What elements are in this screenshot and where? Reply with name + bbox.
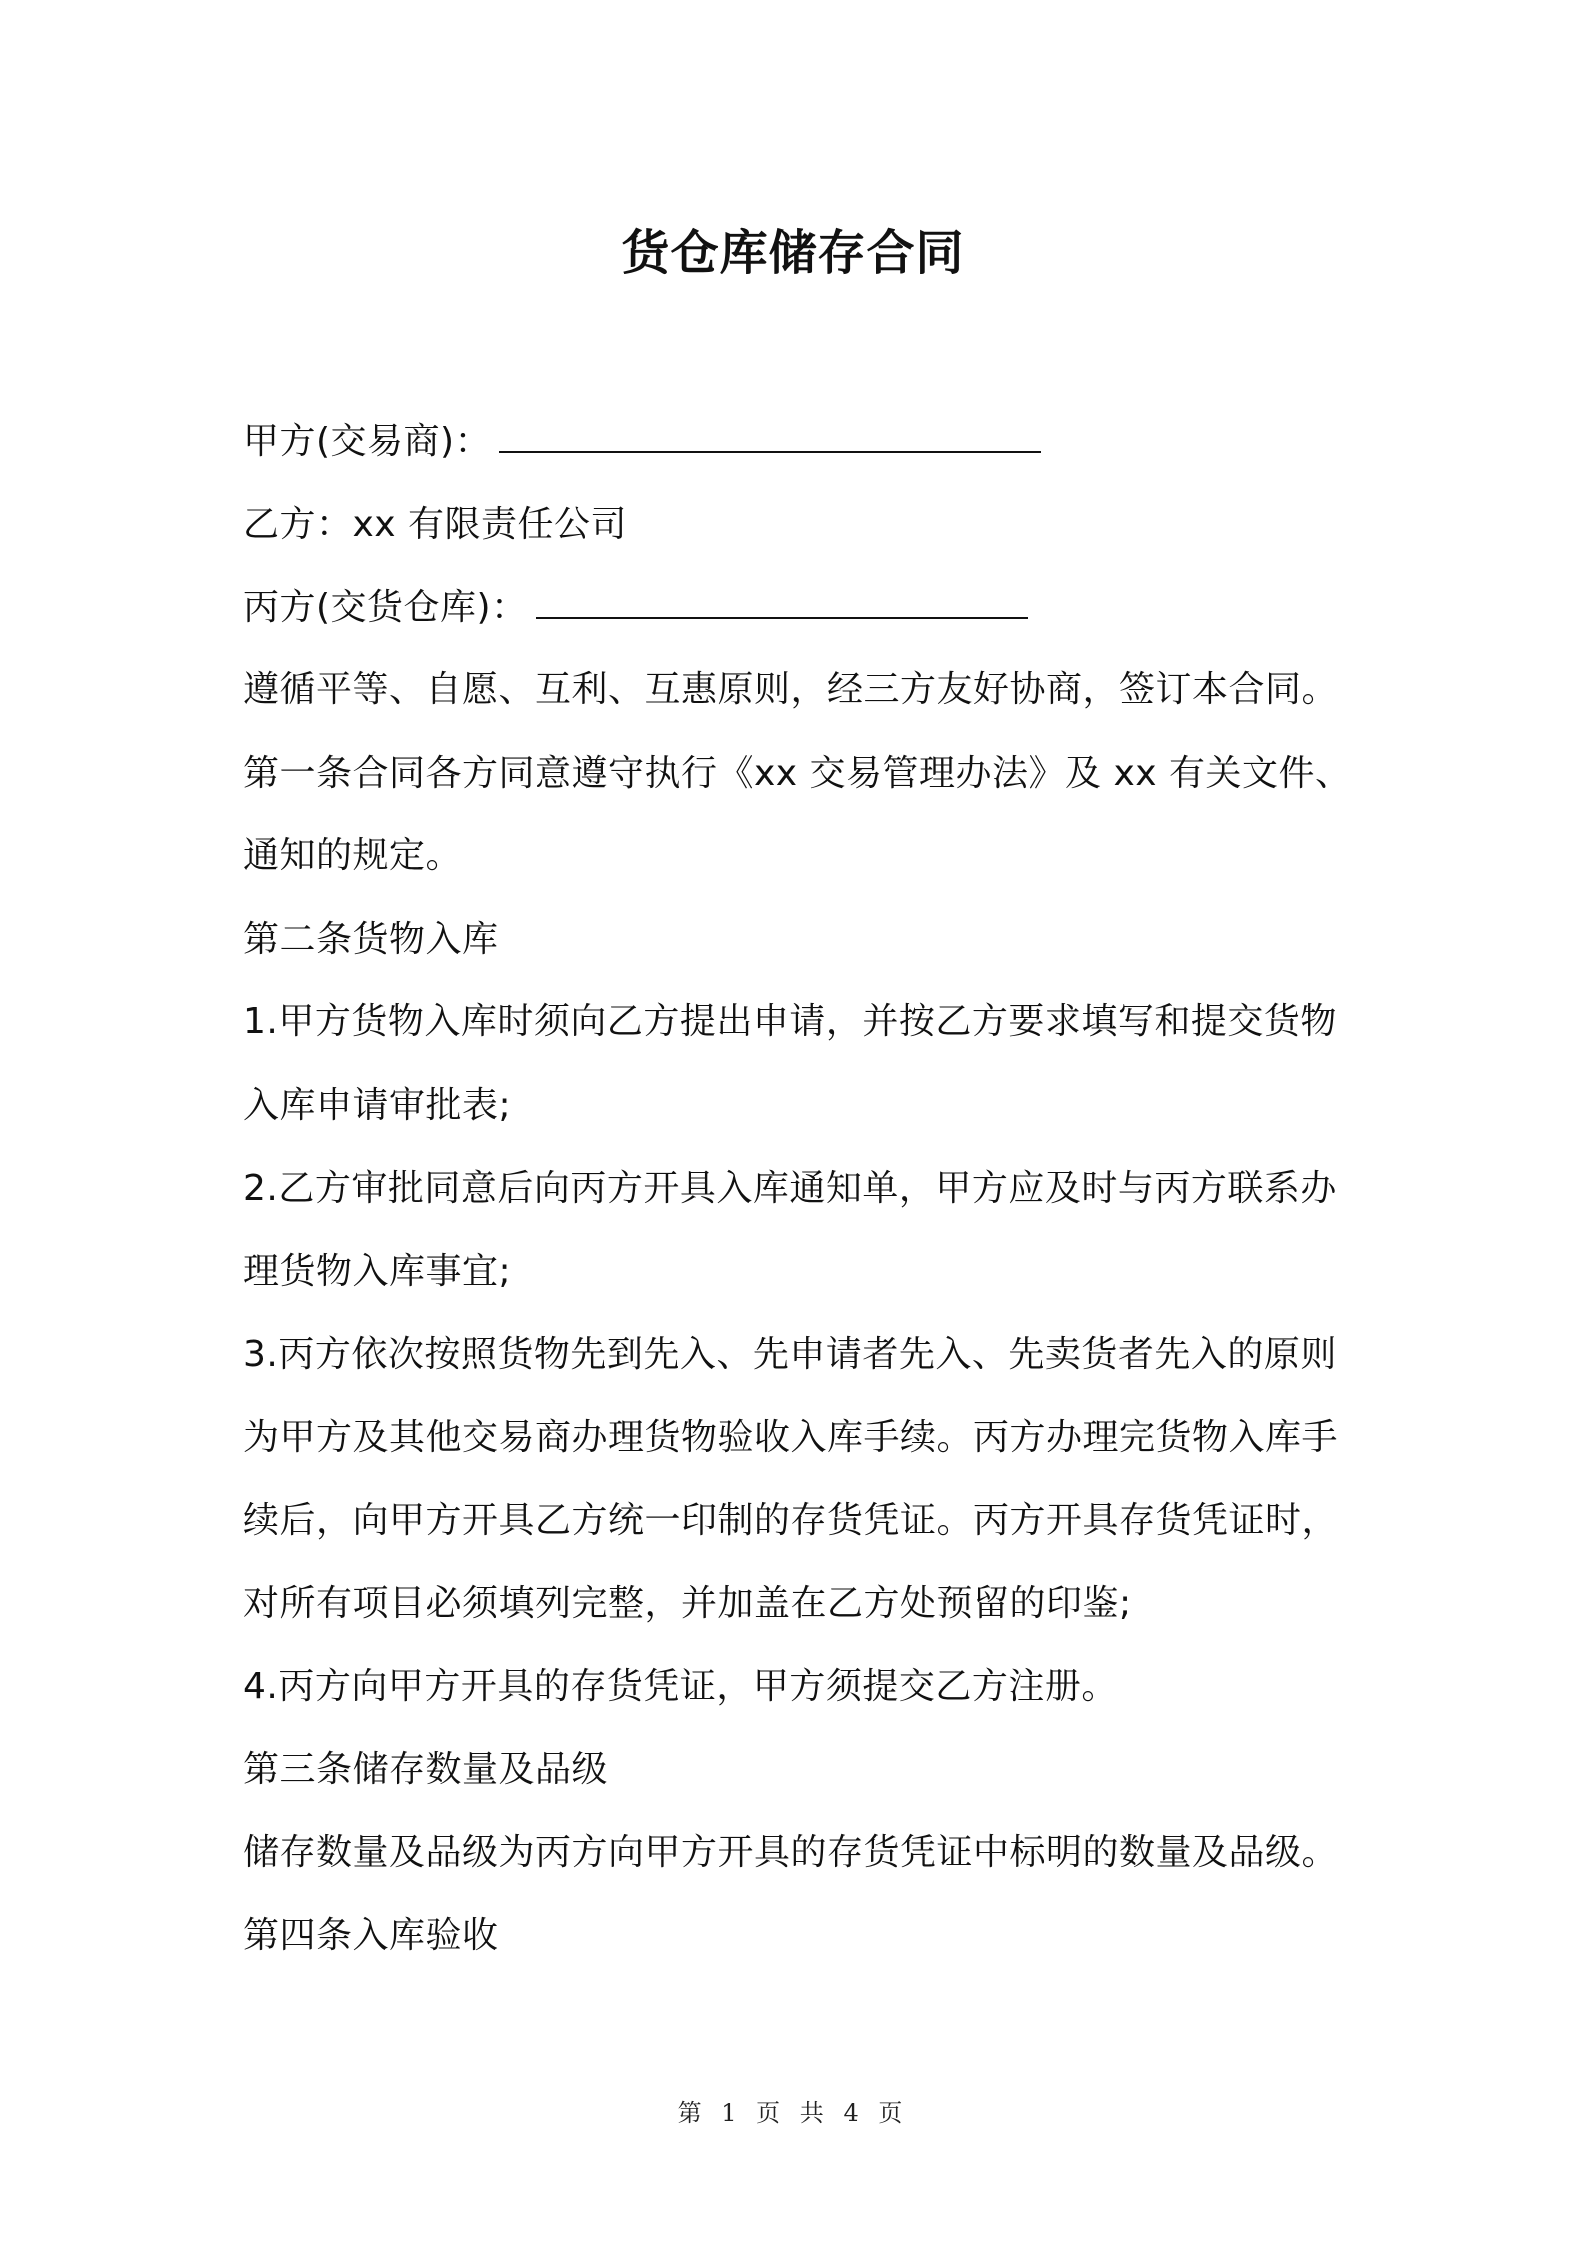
document-title: 货仓库储存合同 bbox=[621, 225, 965, 281]
paragraph-line: 4.丙方向甲方开具的存货凭证，甲方须提交乙方注册。 bbox=[243, 1666, 1118, 1707]
paragraph-line: 续后，向甲方开具乙方统一印制的存货凭证。丙方开具存货凭证时， bbox=[243, 1500, 1339, 1541]
paragraph-line: 对所有项目必须填列完整，并加盖在乙方处预留的印鉴; bbox=[243, 1583, 1132, 1624]
party-a-blank bbox=[499, 417, 1041, 453]
paragraph-line: 2.乙方审批同意后向丙方开具入库通知单，甲方应及时与丙方联系办 bbox=[243, 1168, 1337, 1209]
paragraph-line: 1.甲方货物入库时须向乙方提出申请，并按乙方要求填写和提交货物 bbox=[243, 1001, 1337, 1042]
section-heading: 第四条入库验收 bbox=[243, 1915, 499, 1956]
party-a-line bbox=[243, 416, 1363, 468]
party-b-line: 乙方：xx 有限责任公司 bbox=[243, 504, 628, 545]
party-c-blank bbox=[536, 583, 1028, 619]
paragraph-line: 第一条合同各方同意遵守执行《xx 交易管理办法》及 xx 有关文件、 bbox=[243, 753, 1352, 794]
party-a-label: 甲方(交易商)： bbox=[243, 421, 492, 462]
section-heading: 第二条货物入库 bbox=[243, 919, 499, 960]
section-heading: 第三条储存数量及品级 bbox=[243, 1749, 609, 1790]
paragraph-line: 为甲方及其他交易商办理货物验收入库手续。丙方办理完货物入库手 bbox=[243, 1417, 1339, 1458]
paragraph-line: 遵循平等、自愿、互利、互惠原则，经三方友好协商，签订本合同。 bbox=[243, 669, 1339, 710]
page-footer: 第 1 页 共 4 页 bbox=[677, 2099, 909, 2127]
paragraph-line: 3.丙方依次按照货物先到先入、先申请者先入、先卖货者先入的原则 bbox=[243, 1334, 1337, 1375]
paragraph-line: 入库申请审批表; bbox=[243, 1085, 512, 1126]
party-c-line bbox=[243, 582, 1363, 634]
paragraph-line: 储存数量及品级为丙方向甲方开具的存货凭证中标明的数量及品级。 bbox=[243, 1832, 1339, 1873]
party-c-label: 丙方(交货仓库)： bbox=[243, 587, 528, 628]
paragraph-line: 理货物入库事宜; bbox=[243, 1251, 512, 1292]
paragraph-line: 通知的规定。 bbox=[243, 835, 463, 876]
